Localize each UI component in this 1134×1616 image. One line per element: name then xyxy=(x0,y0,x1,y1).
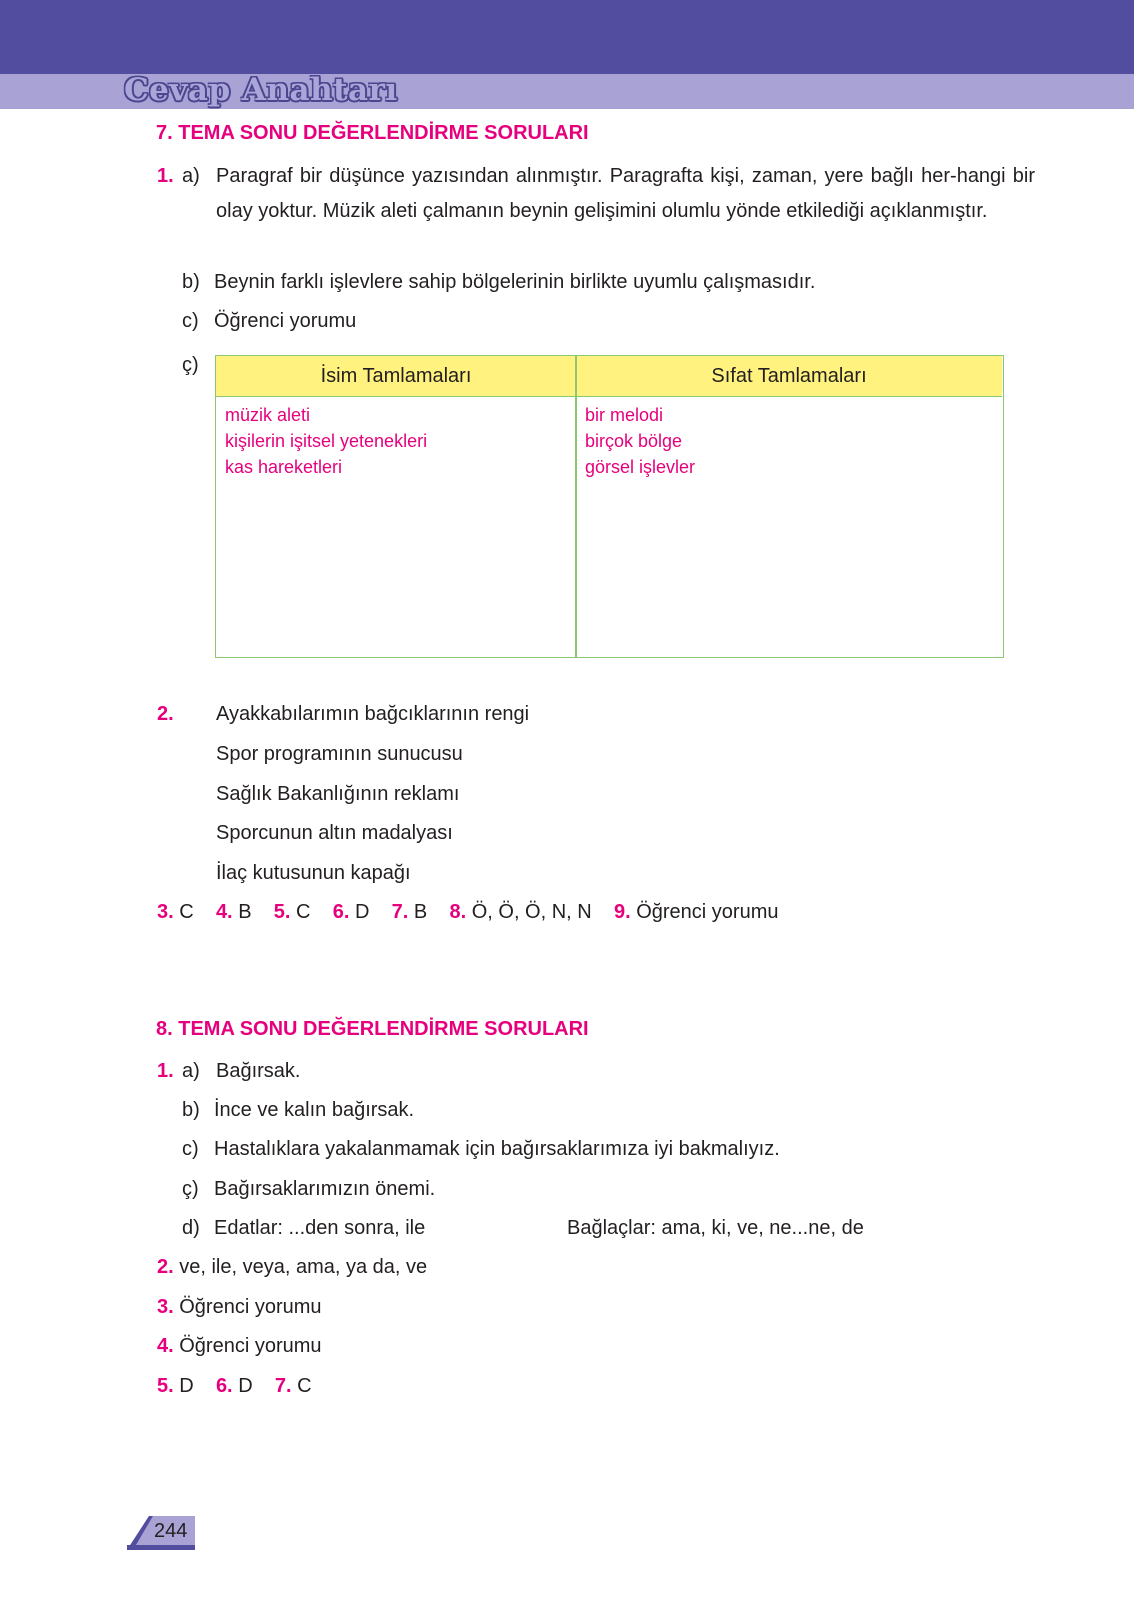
question-answer: ve, ile, veya, ama, ya da, ve xyxy=(179,1256,428,1278)
answer-number: 6. xyxy=(215,1375,233,1397)
page-number-tab xyxy=(127,1514,195,1550)
table-cell: görsel işlevler xyxy=(585,457,696,477)
s8-q1cc-label: ç) xyxy=(182,1178,199,1200)
answer-number: 3. xyxy=(157,901,174,923)
s8-q1b-text: İnce ve kalın bağırsak. xyxy=(214,1099,415,1121)
s8-q1b-label: b) xyxy=(182,1099,200,1121)
answer-number: 8. xyxy=(449,901,467,923)
answer-value: C xyxy=(297,1375,312,1397)
table-cell: müzik aleti xyxy=(225,405,311,425)
question-answer: Öğrenci yorumu xyxy=(179,1296,322,1318)
s7-q1-number: 1. xyxy=(157,165,174,187)
s8-q1a-label: a) xyxy=(182,1060,200,1082)
answer-number: 9. xyxy=(613,901,631,923)
s8-q4 xyxy=(157,1333,322,1359)
section-7-heading: 7. TEMA SONU DEĞERLENDİRME SORULARI xyxy=(156,122,589,144)
answer-value: B xyxy=(238,901,252,923)
answer-number: 4. xyxy=(215,901,233,923)
s8-q1-number: 1. xyxy=(157,1060,174,1082)
s8-q3 xyxy=(157,1294,322,1320)
answer-value: Öğrenci yorumu xyxy=(636,901,779,923)
s8-q1d-label: d) xyxy=(182,1217,200,1239)
s8-q1d-baglaclar: Bağlaçlar: ama, ki, ve, ne...ne, de xyxy=(567,1217,864,1239)
answer-value: D xyxy=(238,1375,253,1397)
table-column-sifat xyxy=(585,402,695,480)
s8-q1cc-text: Bağırsaklarımızın önemi. xyxy=(214,1178,436,1200)
section-8-heading: 8. TEMA SONU DEĞERLENDİRME SORULARI xyxy=(156,1018,589,1040)
s8-q1c-label: c) xyxy=(182,1138,199,1160)
answer-number: 5. xyxy=(273,901,291,923)
question-answer: Öğrenci yorumu xyxy=(179,1335,322,1357)
s7-q1b-text: Beynin farklı işlevlere sahip bölgelerinin birlikte uyumlu çalışmasıdır. xyxy=(214,271,816,293)
list-item: Spor programının sunucusu xyxy=(216,743,463,765)
s7-q1cc-label: ç) xyxy=(182,354,199,376)
table-cell: kas hareketleri xyxy=(225,457,343,477)
table-divider xyxy=(575,356,577,657)
answer-value: B xyxy=(413,901,428,923)
answer-value: Ö, Ö, Ö, N, N xyxy=(471,901,592,923)
tamlama-table xyxy=(215,355,1004,658)
s8-q1d-edatlar: Edatlar: ...den sonra, ile xyxy=(214,1217,426,1239)
answer-number: 7. xyxy=(391,901,409,923)
answer-number: 5. xyxy=(157,1375,174,1397)
table-cell: birçok bölge xyxy=(585,431,683,451)
answer-value: D xyxy=(354,901,370,923)
s8-q1a-text: Bağırsak. xyxy=(216,1060,301,1082)
s8-q2 xyxy=(157,1254,427,1280)
answer-number: 6. xyxy=(332,901,350,923)
s8-answers-row xyxy=(157,1373,312,1399)
s7-q1c-text: Öğrenci yorumu xyxy=(214,310,357,332)
s7-q2-number: 2. xyxy=(157,703,174,725)
table-header-sifat: Sıfat Tamlamaları xyxy=(576,356,1002,397)
list-item: İlaç kutusunun kapağı xyxy=(216,862,411,884)
top-color-band xyxy=(0,0,1134,74)
answer-value: C xyxy=(179,901,194,923)
table-header-isim: İsim Tamlamaları xyxy=(216,356,576,397)
list-item: Ayakkabılarımın bağcıklarının rengi xyxy=(216,703,530,725)
s7-q1c-label: c) xyxy=(182,310,199,332)
answer-value: C xyxy=(296,901,311,923)
list-item: Sağlık Bakanlığının reklamı xyxy=(216,783,460,805)
s7-answers-row xyxy=(157,899,779,925)
question-number: 2. xyxy=(157,1256,174,1278)
answer-value: D xyxy=(179,1375,194,1397)
list-item: Sporcunun altın madalyası xyxy=(216,822,453,844)
question-number: 3. xyxy=(157,1296,174,1318)
table-cell: kişilerin işitsel yetenekleri xyxy=(225,431,428,451)
s7-q1b-label: b) xyxy=(182,271,200,293)
s8-q1c-text: Hastalıklara yakalanmamak için bağırsaklarımıza iyi bakmalıyız. xyxy=(214,1138,780,1160)
question-number: 4. xyxy=(157,1335,174,1357)
s7-q1a-label: a) xyxy=(182,165,200,187)
answer-number: 7. xyxy=(274,1375,292,1397)
table-cell: bir melodi xyxy=(585,405,664,425)
page-number: 244 xyxy=(154,1520,188,1542)
s7-q1a-text: Paragraf bir düşünce yazısından alınmıştır. Paragrafta kişi, zaman, yere bağlı her-hangi bir olay yoktur. Müzik aleti çalmanın beynin gelişimini olumlu yönde etkilediği açıklanmıştır. xyxy=(216,165,1035,222)
page-title: Cevap Anahtarı xyxy=(124,72,398,108)
table-column-isim xyxy=(225,402,427,480)
